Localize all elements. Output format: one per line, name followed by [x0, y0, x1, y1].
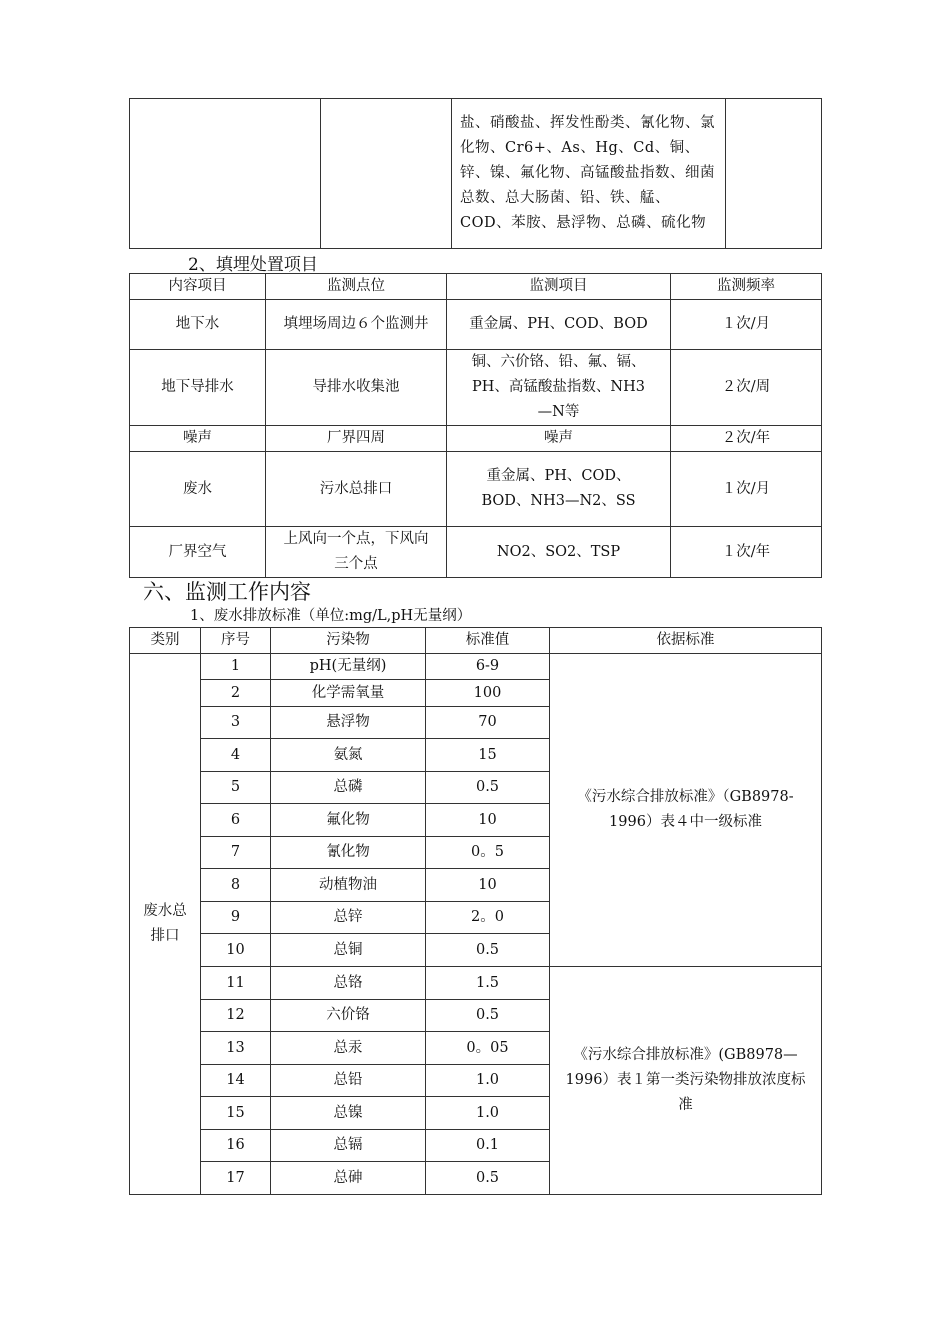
pollutant-cell: 氨氮 [271, 739, 426, 772]
limit-cell: 15 [426, 739, 550, 772]
header-point: 监测点位 [266, 274, 447, 300]
pollutant-cell: 总磷 [271, 772, 426, 804]
index-cell: 14 [201, 1065, 271, 1097]
index-cell: 5 [201, 772, 271, 804]
pollutant-cell: 总镍 [271, 1097, 426, 1130]
pollutant-cell: 总镉 [271, 1130, 426, 1162]
pollutant-cell: 悬浮物 [271, 707, 426, 739]
limit-cell: 10 [426, 869, 550, 902]
index-cell: 16 [201, 1130, 271, 1162]
cell: 填埋场周边６个监测井 [266, 300, 447, 350]
pollutant-cell: 总汞 [271, 1032, 426, 1065]
cell: 重金属、PH、COD、BOD [447, 300, 671, 350]
index-cell: 15 [201, 1097, 271, 1130]
landfill-table [129, 273, 822, 578]
table-row [130, 452, 822, 527]
wastewater-table [129, 627, 822, 1195]
table-row [130, 350, 822, 426]
index-cell: 1 [201, 654, 271, 680]
header-basis: 依据标准 [550, 628, 822, 654]
index-cell: 2 [201, 680, 271, 707]
header-content: 内容项目 [130, 274, 266, 300]
limit-cell: 0.5 [426, 1000, 550, 1032]
limit-cell: 0.5 [426, 772, 550, 804]
table-row [130, 527, 822, 578]
index-cell: 17 [201, 1162, 271, 1195]
limit-cell: 0.1 [426, 1130, 550, 1162]
limit-cell: 0。05 [426, 1032, 550, 1065]
limit-cell: 6-9 [426, 654, 550, 680]
cell: １次/月 [671, 452, 822, 527]
pollutant-cell: 动植物油 [271, 869, 426, 902]
cell: １次/月 [671, 300, 822, 350]
header-items: 监测项目 [447, 274, 671, 300]
index-cell: 12 [201, 1000, 271, 1032]
cell: 重金属、PH、COD、BOD、NH3—N2、SS [447, 452, 671, 527]
section6-title: 六、监测工作内容 [143, 580, 311, 604]
index-cell: 7 [201, 837, 271, 869]
limit-cell: 100 [426, 680, 550, 707]
top-items-cell: 盐、硝酸盐、挥发性酚类、氰化物、氯化物、Cr6+、As、Hg、Cd、铜、锌、镍、氟化物、高锰酸盐指数、细菌总数、总大肠菌、铅、铁、艋、COD、苯胺、悬浮物、总磷、硫化物 [452, 99, 726, 249]
table-row [130, 654, 822, 680]
cell: NO2、SO2、TSP [447, 527, 671, 578]
cell: 废水 [130, 452, 266, 527]
top-cell-empty-2 [321, 99, 452, 249]
cell: 上风向一个点，下风向三个点 [266, 527, 447, 578]
section2-heading: 2、填埋处置项目 [188, 255, 318, 275]
pollutant-cell: 化学需氧量 [271, 680, 426, 707]
table-row [130, 967, 822, 1000]
limit-cell: 1.0 [426, 1065, 550, 1097]
standard-basis-a: 《污水综合排放标准》（GB8978-1996）表４中一级标准 [550, 654, 822, 967]
top-table [129, 98, 822, 249]
cell: 厂界四周 [266, 426, 447, 452]
cell: 铜、六价铬、铅、氟、镉、PH、高锰酸盐指数、NH3—N等 [447, 350, 671, 426]
top-cell-empty-3 [726, 99, 822, 249]
limit-cell: 0.5 [426, 1162, 550, 1195]
cell: 厂界空气 [130, 527, 266, 578]
limit-cell: 1.0 [426, 1097, 550, 1130]
standard-basis-b: 《污水综合排放标准》(GB8978—1996）表１第一类污染物排放浓度标准 [550, 967, 822, 1195]
pollutant-cell: 总铅 [271, 1065, 426, 1097]
cell: 地下导排水 [130, 350, 266, 426]
index-cell: 11 [201, 967, 271, 1000]
section6-subheading: 1、废水排放标准（单位:mg/L,pH无量纲） [190, 608, 472, 624]
header-frequency: 监测频率 [671, 274, 822, 300]
index-cell: 10 [201, 934, 271, 967]
pollutant-cell: 总铜 [271, 934, 426, 967]
cell: 噪声 [447, 426, 671, 452]
pollutant-cell: pH(无量纲) [271, 654, 426, 680]
cell: ２次/周 [671, 350, 822, 426]
cell: 噪声 [130, 426, 266, 452]
cell: 导排水收集池 [266, 350, 447, 426]
index-cell: 13 [201, 1032, 271, 1065]
index-cell: 3 [201, 707, 271, 739]
cell: ２次/年 [671, 426, 822, 452]
pollutant-cell: 六价铬 [271, 1000, 426, 1032]
index-cell: 9 [201, 902, 271, 934]
limit-cell: 0.5 [426, 934, 550, 967]
limit-cell: 2。0 [426, 902, 550, 934]
header-limit: 标准值 [426, 628, 550, 654]
table-row [130, 300, 822, 350]
index-cell: 4 [201, 739, 271, 772]
cell: １次/年 [671, 527, 822, 578]
category-cell: 废水总排口 [130, 654, 201, 1195]
top-cell-empty-1 [130, 99, 321, 249]
limit-cell: 10 [426, 804, 550, 837]
limit-cell: 70 [426, 707, 550, 739]
cell: 地下水 [130, 300, 266, 350]
index-cell: 8 [201, 869, 271, 902]
header-index: 序号 [201, 628, 271, 654]
header-category: 类别 [130, 628, 201, 654]
pollutant-cell: 总铬 [271, 967, 426, 1000]
cell: 污水总排口 [266, 452, 447, 527]
index-cell: 6 [201, 804, 271, 837]
limit-cell: 1.5 [426, 967, 550, 1000]
pollutant-cell: 总砷 [271, 1162, 426, 1195]
table-row [130, 426, 822, 452]
header-pollutant: 污染物 [271, 628, 426, 654]
limit-cell: 0。5 [426, 837, 550, 869]
pollutant-cell: 氰化物 [271, 837, 426, 869]
pollutant-cell: 氟化物 [271, 804, 426, 837]
pollutant-cell: 总锌 [271, 902, 426, 934]
